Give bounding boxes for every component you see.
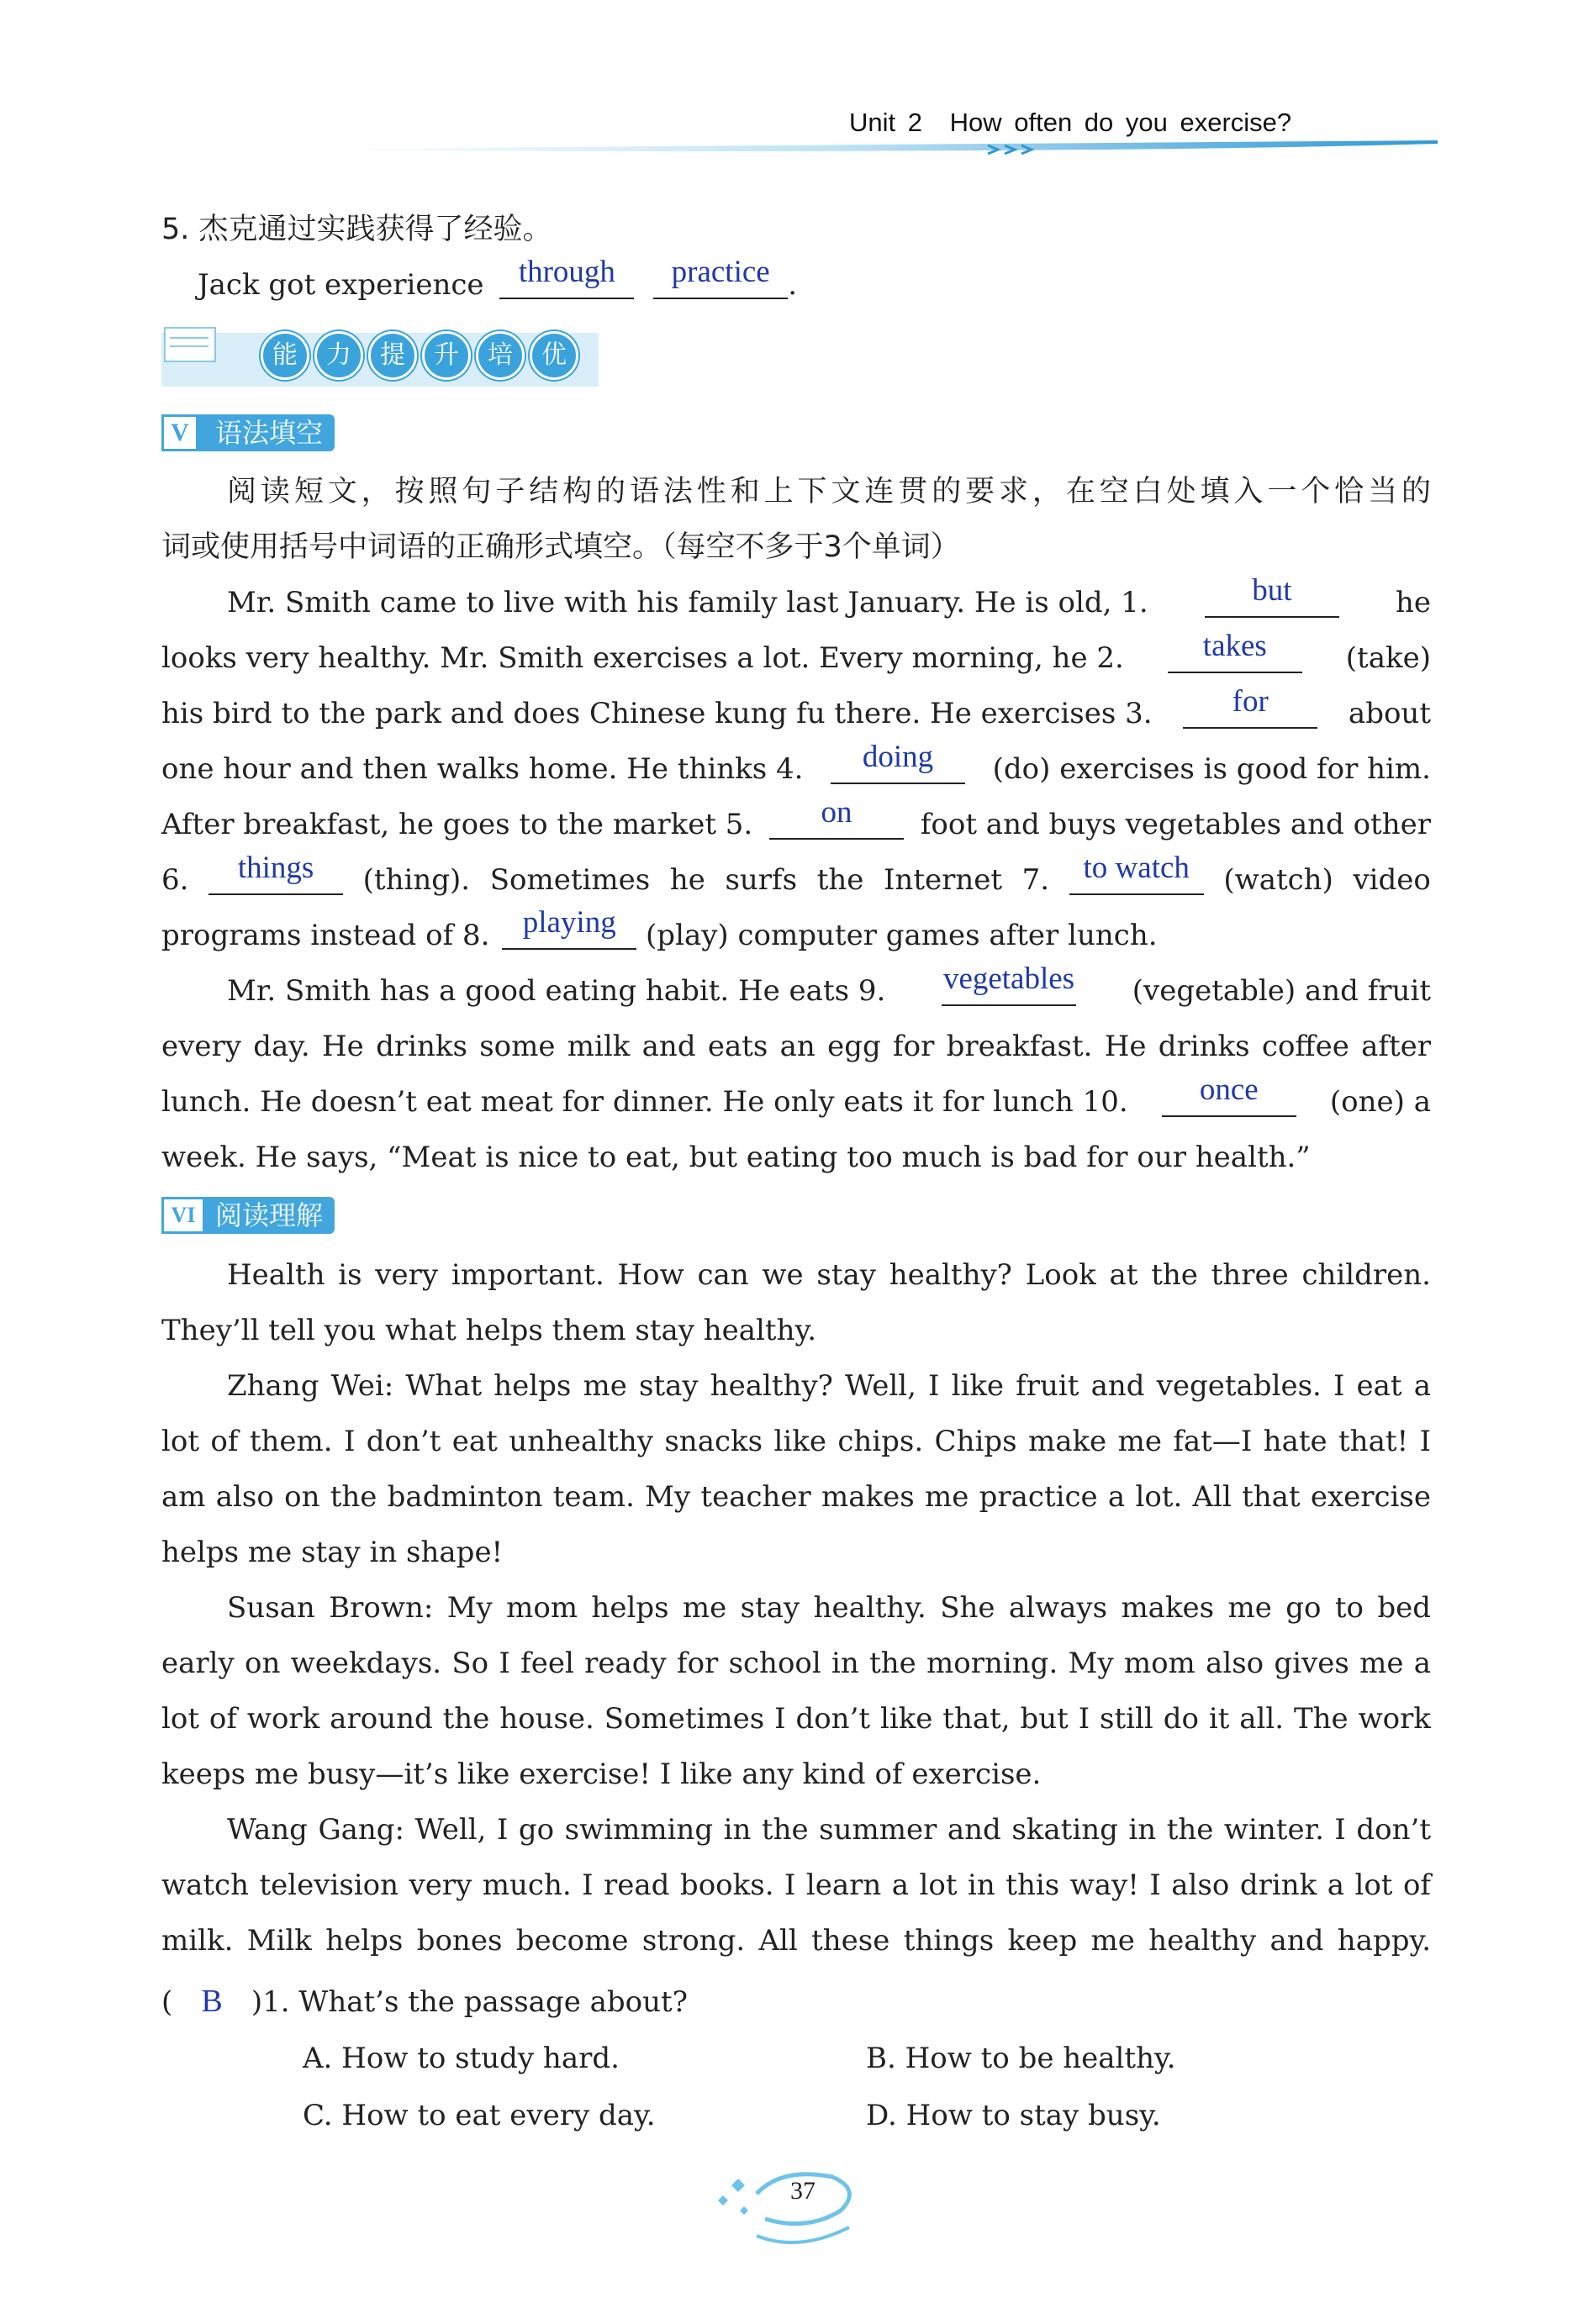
question-answer: B xyxy=(201,1984,223,2019)
passage-text: he xyxy=(1395,586,1431,619)
running-header xyxy=(849,108,1291,138)
translation-english xyxy=(198,257,1467,313)
header-decoration-line xyxy=(332,139,1438,157)
answer-text: doing xyxy=(862,740,934,774)
banner-char: 提 xyxy=(380,340,405,370)
header-unit: Unit 2 xyxy=(849,108,922,137)
banner-char-circle xyxy=(422,331,471,380)
answer-blank xyxy=(502,905,636,950)
passage-line xyxy=(161,905,1431,963)
passage-text: foot and buys vegetables and other xyxy=(920,808,1431,841)
option-d: D. How to stay busy. xyxy=(866,2099,1161,2132)
passage-text: (vegetable) and fruit xyxy=(1132,974,1431,1008)
passage-text: looks very healthy. Mr. Smith exercises a lot. Every morning, he 2. xyxy=(161,641,1124,675)
reading-line: helps me stay in shape! xyxy=(161,1536,504,1569)
banner-char: 升 xyxy=(434,340,459,370)
passage-line xyxy=(227,575,1431,630)
passage-text: Mr. Smith has a good eating habit. He eats 9. xyxy=(227,974,886,1008)
section-number: V xyxy=(161,414,198,451)
answer-text: vegetables xyxy=(942,962,1075,996)
passage-text: about xyxy=(1348,697,1431,730)
passage-text: (play) computer games after lunch. xyxy=(646,919,1158,952)
answer-blank xyxy=(1205,573,1339,618)
passage-text: (one) a xyxy=(1329,1085,1431,1119)
banner-char-circle xyxy=(530,331,578,380)
answer-text: on xyxy=(821,795,852,830)
passage-text: surfs xyxy=(725,863,798,897)
answer-blank xyxy=(208,851,343,895)
passage-line xyxy=(161,852,1431,908)
translation-suffix: . xyxy=(788,268,797,302)
answer-blank xyxy=(769,795,904,840)
passage-line xyxy=(161,686,1431,741)
passage-text: his bird to the park and does Chinese kung fu there. He exercises 3. xyxy=(161,697,1153,730)
answer-text: practice xyxy=(671,255,770,289)
reading-line: Health is very important. How can we stay healthy? Look at the three children. xyxy=(227,1258,1431,1292)
reading-line: Zhang Wei: What helps me stay healthy? Well, I like fruit and vegetables. I eat a xyxy=(227,1369,1431,1403)
passage-line xyxy=(227,963,1431,1019)
answer-blank xyxy=(1162,1072,1296,1117)
answer-blank xyxy=(1069,851,1204,895)
section-title: 语法填空 xyxy=(161,414,335,451)
passage-line xyxy=(161,797,1431,852)
passage-text: (take) xyxy=(1345,641,1431,675)
section-vi-heading xyxy=(161,1197,335,1234)
reading-line: keeps me busy—it’s like exercise! I like any kind of exercise. xyxy=(161,1757,1042,1791)
passage-text: Mr. Smith came to live with his family last January. He is old, 1. xyxy=(227,586,1148,619)
question-paren-open: ( xyxy=(161,1985,173,2019)
section-number: VI xyxy=(161,1197,205,1234)
passage-text: lunch. He doesn’t eat meat for dinner. He only eats it for lunch 10. xyxy=(161,1085,1128,1119)
banner-char-circle xyxy=(261,331,309,380)
passage-text: (watch) xyxy=(1223,863,1333,897)
passage-text: Sometimes xyxy=(489,863,651,897)
banner-char-circle xyxy=(368,331,417,380)
passage-text: the xyxy=(816,863,864,897)
section-v-heading xyxy=(161,414,335,451)
banner-char: 能 xyxy=(272,340,298,370)
banner-char-circle xyxy=(476,331,525,380)
reading-line: am also on the badminton team. My teacher makes me practice a lot. All that exercise xyxy=(161,1480,1431,1514)
reading-line: lot of them. I don’t eat unhealthy snacks like chips. Chips make me fat—I hate that! I xyxy=(161,1425,1431,1458)
option-b: B. How to be healthy. xyxy=(866,2042,1176,2075)
answer-blank xyxy=(942,962,1076,1006)
section-title: 阅读理解 xyxy=(161,1197,335,1234)
reading-line: watch television very much. I read books. I learn a lot in this way! I also drink a lot of xyxy=(161,1868,1431,1902)
answer-text: but xyxy=(1252,573,1292,608)
answer-text: for xyxy=(1232,684,1269,719)
question-paren-close: ) xyxy=(251,1985,263,2019)
banner-char-circle xyxy=(314,331,363,380)
banner-char: 优 xyxy=(541,340,567,370)
reading-line: lot of work around the house. Sometimes I don’t like that, but I still do it all. The work xyxy=(161,1702,1431,1736)
passage-text: he xyxy=(669,863,705,897)
passage-line xyxy=(161,1074,1431,1130)
question-1 xyxy=(161,1974,1431,2030)
answer-text: things xyxy=(237,851,314,885)
passage-line xyxy=(161,741,1431,797)
answer-text: once xyxy=(1199,1072,1259,1107)
translation-item xyxy=(161,202,1431,257)
header-title: How often do you exercise? xyxy=(949,108,1292,137)
passage-line: week. He says, “Meat is nice to eat, but eating too much is bad for our health.” xyxy=(161,1141,1311,1174)
question-text: 1. What’s the passage about? xyxy=(262,1985,688,2019)
translation-prefix: Jack got experience xyxy=(198,268,484,302)
passage-text: one hour and then walks home. He thinks 4. xyxy=(161,752,804,786)
banner-char: 培 xyxy=(488,340,513,370)
page-number: 37 xyxy=(790,2177,815,2205)
answer-blank xyxy=(653,255,788,299)
passage-text: video xyxy=(1353,863,1431,897)
answer-blank xyxy=(1168,629,1302,673)
reading-line: milk. Milk helps bones become strong. All these things keep me healthy and happy. xyxy=(161,1924,1431,1958)
passage-text: 7. xyxy=(1021,863,1050,897)
option-c: C. How to eat every day. xyxy=(303,2099,656,2132)
banner-char: 力 xyxy=(326,340,351,370)
translation-number: 5. xyxy=(161,213,190,246)
passage-text: programs instead of 8. xyxy=(161,919,490,952)
passage-text: (do) exercises is good for him. xyxy=(992,752,1431,786)
answer-blank xyxy=(499,255,634,299)
answer-blank xyxy=(1183,684,1317,729)
answer-text: takes xyxy=(1202,629,1267,663)
instructions-line: 阅读短文，按照句子结构的语法性和上下文连贯的要求，在空白处填入一个恰当的 xyxy=(227,475,1431,509)
reading-line: early on weekdays. So I feel ready for school in the morning. My mom also gives me a xyxy=(161,1647,1431,1680)
passage-line: every day. He drinks some milk and eats an egg for breakfast. He drinks coffee after xyxy=(161,1030,1431,1063)
passage-text: (thing). xyxy=(362,863,471,897)
instructions-line: 词或使用括号中词语的正确形式填空。（每空不多于3个单词） xyxy=(161,530,960,564)
answer-text: playing xyxy=(522,905,616,940)
ability-banner xyxy=(161,321,599,392)
passage-text: Internet xyxy=(884,863,1003,897)
reading-line: Wang Gang: Well, I go swimming in the summer and skating in the winter. I don’t xyxy=(227,1813,1431,1847)
reading-line: Susan Brown: My mom helps me stay healthy. She always makes me go to bed xyxy=(227,1591,1431,1625)
passage-line xyxy=(161,630,1431,686)
answer-text: to watch xyxy=(1083,851,1190,885)
option-a: A. How to study hard. xyxy=(303,2042,620,2075)
translation-chinese: 杰克通过实践获得了经验。 xyxy=(198,213,552,246)
passage-text: After breakfast, he goes to the market 5. xyxy=(161,808,753,841)
reading-line: They’ll tell you what helps them stay healthy. xyxy=(161,1314,816,1347)
answer-text: through xyxy=(518,255,615,289)
answer-blank xyxy=(831,740,965,784)
passage-text: 6. xyxy=(161,863,189,897)
